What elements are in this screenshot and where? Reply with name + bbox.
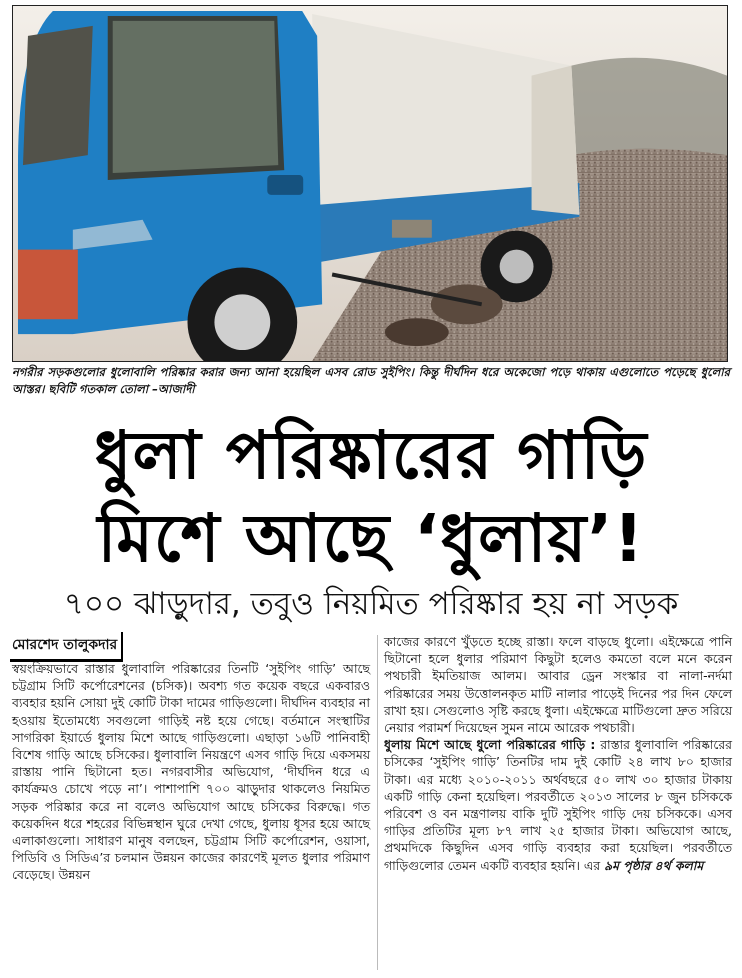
news-photo: [12, 5, 728, 362]
continued-on-page[interactable]: ৯ম পৃষ্ঠার ৪র্থ কলাম: [604, 857, 704, 873]
photo-caption: নগরীর সড়কগুলোর ধুলোবালি পরিষ্কার করার জন্য আনা হয়েছিল এসব রোড সুইপিং। কিন্তু দীর্ঘদিন ধরে অকেজো পড়ে থাকায় এগুলোতে পড়েছে ধুলোর আস্তর। ছবিটি গতকাল তোলা –আজাদী: [12, 365, 730, 396]
column-divider: [377, 635, 378, 970]
subsection-text: রাস্তার ধুলাবালি পরিষ্কারের চসিকের ‘সুইপিং গাড়ি’ তিনটির দাম দুই কোটি ২৪ লাখ ৮০ হাজার টাকা। এর মধ্যে ২০১০-২০১১ অর্থবছরে ৫০ লাখ ৩০ হাজার টাকায় একটি গাড়ি কেনা হয়েছিল। পরবর্তীতে ২০১৩ সালের ৮ জুন চসিককে পরিবেশ ও বন মন্ত্রণালয় বাকি দুটি সুইপিং গাড়ি দেয় চসিককে। এসব গাড়ির প্রতিটির মূল্য ৮৭ লাখ ২৫ হাজার টাকা। অভিযোগ আছে, প্রথমদিকে কিছুদিন এসব গাড়ি ব্যবহার করা হয়েছিল। পরবর্তীতে গাড়িগুলোর তেমন একটি ব্যবহার হয়নি। এর: [384, 737, 732, 873]
article-column-left: [12, 660, 370, 884]
headline-line-2: মিশে আছে ‘ধুলায়’!: [97, 500, 645, 577]
truck-photo: [13, 6, 727, 361]
byline: মোরশেদ তালুকদার: [10, 632, 123, 662]
article-paragraph: কাজের কারণে খুঁড়তে হচ্ছে রাস্তা। ফলে বাড়ছে ধুলো। এইক্ষেত্রে পানি ছিটানো হলে ধুলার পরিমাণ কিছুটা হলেও কমতো বলে মনে করেন পথচারী ইমতিয়াজ আলম। আবার ড্রেন সংস্কার বা নালা-নর্দমা পরিষ্কারের সময় উত্তোলনকৃত মাটি নালার পাড়েই দিনের পর দিন ফেলে রাখা হয়। সেগুলোও সৃষ্টি করছে ধুলা। এইক্ষেত্রে মাটিগুলো দ্রুত সরিয়ে নেয়ার পরামর্শ দিয়েছেন সুমন নামে আরেক পথচারী।: [384, 634, 732, 736]
article-paragraph: [384, 736, 732, 874]
subsection-lead: ধুলায় মিশে আছে ধুলো পরিষ্কারের গাড়ি :: [384, 737, 596, 753]
article-paragraph: স্বয়ংক্রিয়ভাবে রাস্তার ধুলাবালি পরিষ্কারের তিনটি ‘সুইপিং গাড়ি’ আছে চট্টগ্রাম সিটি কর্পোরেশনের (চসিক)। অবশ্য গত কয়েক বছরে একবারও ব্যবহার হয়নি সোয়া দুই কোটি টাকা দামের গাড়িগুলো। দীর্ঘদিন ব্যবহার না হওয়ায় ইতোমধ্যে সবগুলো গাড়িই নষ্ট হয়ে গেছে। বর্তমানে সংস্থাটির সাগরিকা ইয়ার্ডে ধুলায় মিশে আছে গাড়িগুলো। এছাড়া ১৬টি পানিবাহী বিশেষ গাড়ি আছে চসিকের। ধুলাবালি নিয়ন্ত্রণে এসব গাড়ি দিয়ে একসময় রাস্তায় পানি ছিটানো হত। নগরবাসীর অভিযোগ, ‘দীর্ঘদিন ধরে এ কার্যক্রমও চোখে পড়ে না’। পাশাপাশি ৭০০ ঝাড়ুদার থাকলেও নিয়মিত সড়ক পরিষ্কার করে না বলেও অভিযোগ আছে চসিকের বিরুদ্ধে। গত কয়েকদিন ধরে শহরের বিভিন্নস্থান ঘুরে দেখা গেছে, ধুলায় ধূসর হয়ে আছে এলাকাগুলো। সাধারণ মানুষ বলছেন, চট্টগ্রাম সিটি কর্পোরেশন, ওয়াসা, পিডিবি ও সিডিএ’র চলমান উন্নয়ন কাজের কারণেই মূলত ধুলার পরিমাণ বেড়েছে। উন্নয়ন: [12, 661, 370, 883]
headline-line-1: ধুলা পরিষ্কারের গাড়ি: [94, 417, 648, 494]
subheadline: ৭০০ ঝাড়ুদার, তবুও নিয়মিত পরিষ্কার হয় না সড়ক: [63, 586, 679, 622]
article-column-right: [384, 633, 732, 874]
